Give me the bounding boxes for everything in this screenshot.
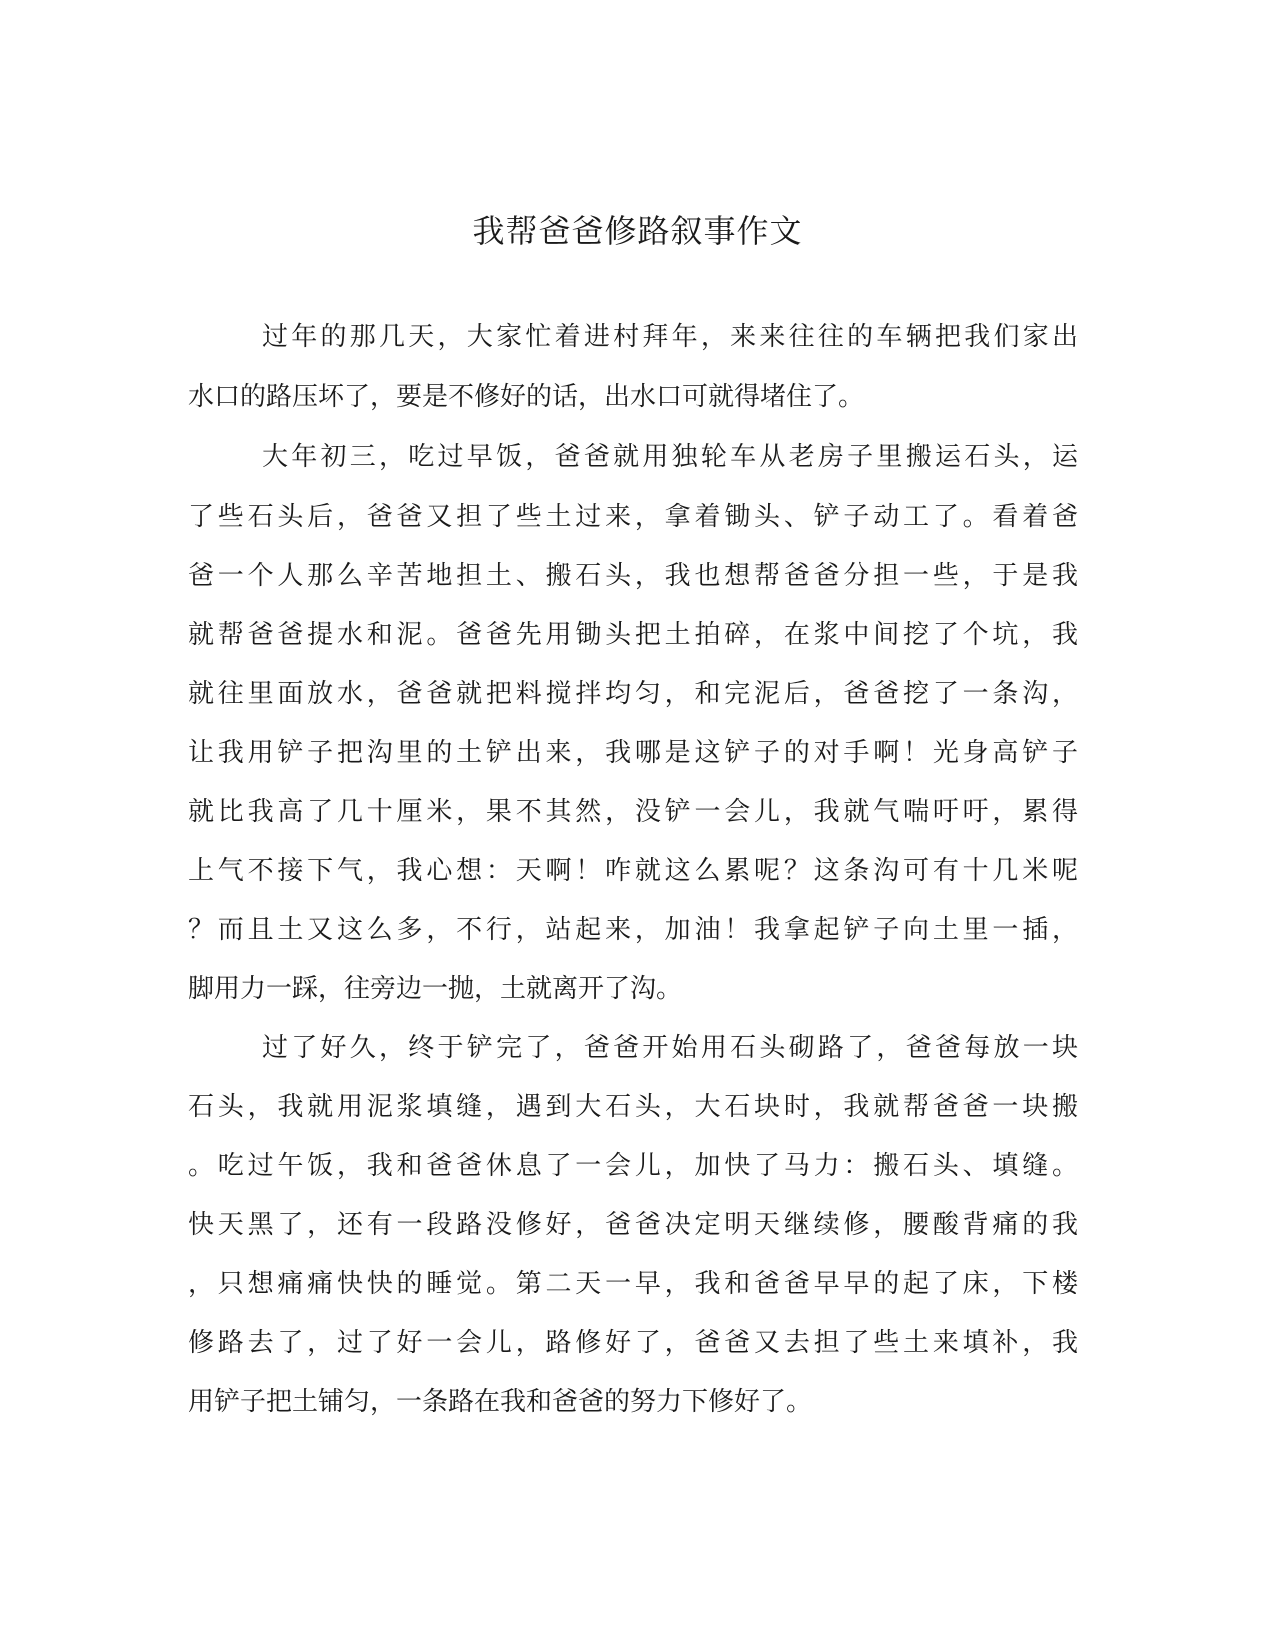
text-line: 石头，我就用泥浆填缝，遇到大石头，大石块时，我就帮爸爸一块搬 — [188, 1092, 1078, 1122]
text-line: 爸一个人那么辛苦地担土、搬石头，我也想帮爸爸分担一些，于是我 — [188, 561, 1078, 591]
text-line: 水口的路压坏了，要是不修好的话，出水口可就得堵住了。 — [188, 382, 865, 412]
document-title: 我帮爸爸修路叙事作文 — [472, 212, 803, 250]
text-line: 脚用力一踩，往旁边一抛，土就离开了沟。 — [188, 974, 683, 1004]
text-line: ？而且土又这么多，不行，站起来，加油！我拿起铲子向土里一插， — [188, 915, 1078, 945]
text-line: 。吃过午饭，我和爸爸休息了一会儿，加快了马力：搬石头、填缝。 — [188, 1151, 1078, 1181]
text-line: 让我用铲子把沟里的土铲出来，我哪是这铲子的对手啊！光身高铲子 — [188, 738, 1078, 768]
text-line: 快天黑了，还有一段路没修好，爸爸决定明天继续修，腰酸背痛的我 — [188, 1210, 1078, 1240]
text-line: ，只想痛痛快快的睡觉。第二天一早，我和爸爸早早的起了床，下楼 — [188, 1269, 1078, 1299]
text-line: 修路去了，过了好一会儿，路修好了，爸爸又去担了些土来填补，我 — [188, 1328, 1078, 1358]
text-line: 就往里面放水，爸爸就把料搅拌均匀，和完泥后，爸爸挖了一条沟， — [188, 679, 1078, 709]
text-line: 了些石头后，爸爸又担了些土过来，拿着锄头、铲子动工了。看着爸 — [188, 502, 1078, 532]
text-line: 过年的那几天，大家忙着进村拜年，来来往往的车辆把我们家出 — [262, 322, 1078, 352]
text-line: 过了好久，终于铲完了，爸爸开始用石头砌路了，爸爸每放一块 — [262, 1033, 1078, 1063]
text-line: 就帮爸爸提水和泥。爸爸先用锄头把土拍碎，在浆中间挖了个坑，我 — [188, 620, 1078, 650]
text-line: 就比我高了几十厘米，果不其然，没铲一会儿，我就气喘吁吁，累得 — [188, 797, 1078, 827]
text-line: 上气不接下气，我心想：天啊！咋就这么累呢？这条沟可有十几米呢 — [188, 856, 1078, 886]
text-line: 用铲子把土铺匀，一条路在我和爸爸的努力下修好了。 — [188, 1387, 813, 1417]
text-line: 大年初三，吃过早饭，爸爸就用独轮车从老房子里搬运石头，运 — [262, 442, 1078, 472]
